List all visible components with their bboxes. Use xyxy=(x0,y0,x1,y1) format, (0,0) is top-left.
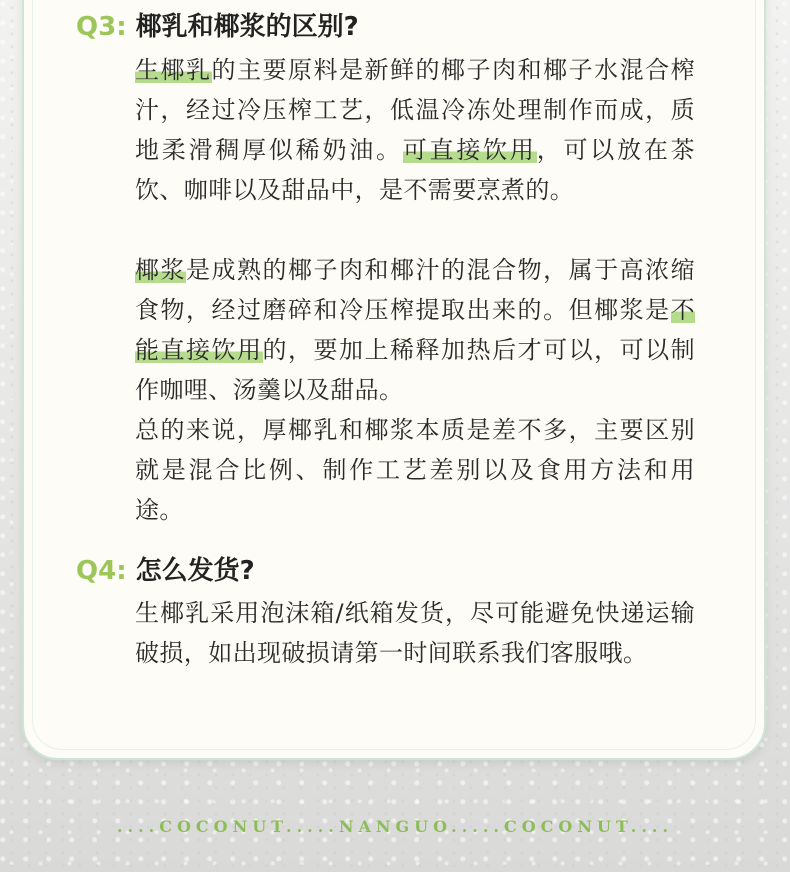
highlight-not-drinkable: 不能直接饮用 xyxy=(135,296,695,364)
highlight-coconut-cream: 椰浆 xyxy=(135,256,187,284)
q3-p1-text-2: ，可以放在茶饮、咖啡以及甜品中，是不需要烹煮的。 xyxy=(135,136,696,204)
q3-p1-text-1: 的主要原料是新鲜的椰子肉和椰子水混合榨汁，经过冷压榨工艺，低温冷冻处理制作而成，质地柔滑稠厚似稀奶油。 xyxy=(135,56,695,164)
highlight-coconut-milk: 生椰乳 xyxy=(135,56,212,84)
q4-label: Q4: xyxy=(76,556,127,586)
q3-p2-text-2: 的，要加上稀释加热后才可以，可以制作咖哩、汤羹以及甜品。 xyxy=(135,336,695,404)
q4-paragraph-1: 生椰乳采用泡沫箱/纸箱发货，尽可能避免快递运输破损，如出现破损请第一时间联系我们客服哦。 xyxy=(135,599,695,667)
q4-title: 怎么发货? xyxy=(135,556,255,586)
brand-footer: ....COCONUT.....NANGUO.....COCONUT.... xyxy=(116,817,674,836)
q3-heading xyxy=(76,6,359,43)
q3-paragraph-1 xyxy=(135,50,695,210)
q3-title: 椰乳和椰浆的区别? xyxy=(135,12,359,42)
q3-paragraph-3: 总的来说，厚椰乳和椰浆本质是差不多，主要区别就是混合比例、制作工艺差别以及食用方法和用途。 xyxy=(135,416,695,524)
q3-p2-text-1: 是成熟的椰子肉和椰汁的混合物，属于高浓缩食物，经过磨碎和冷压榨提取出来的。但椰浆是 xyxy=(135,256,695,324)
q3-label: Q3: xyxy=(76,12,127,42)
q3-paragraph-2 xyxy=(135,250,695,410)
highlight-drink-directly: 可直接饮用 xyxy=(402,136,537,164)
q4-heading xyxy=(76,550,255,587)
